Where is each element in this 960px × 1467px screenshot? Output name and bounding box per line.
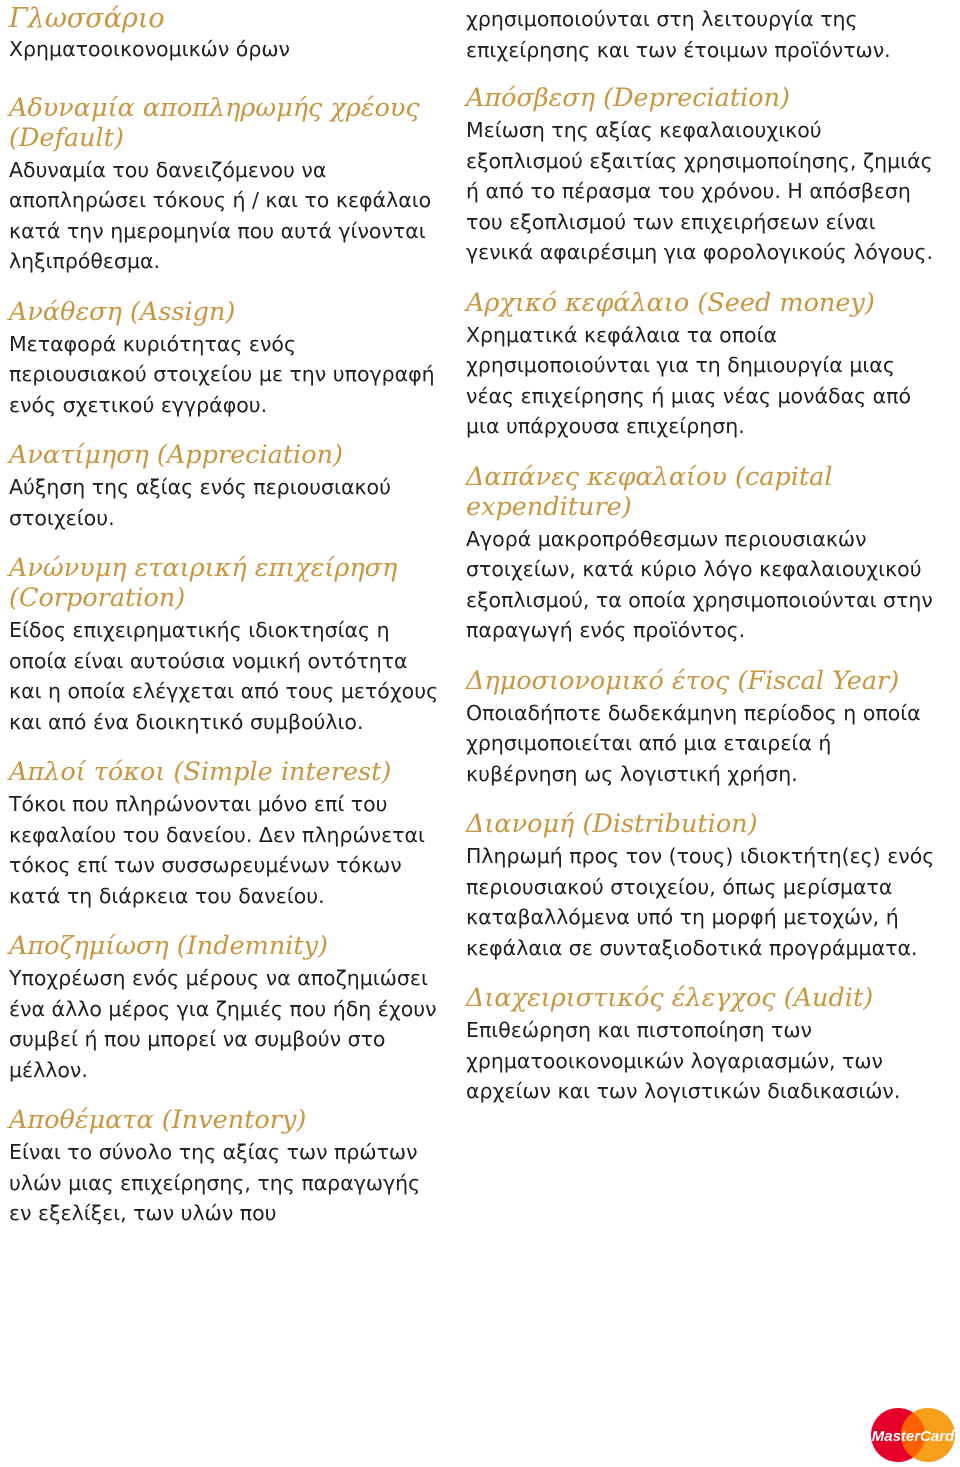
glossary-term: Ανατίμηση (Appreciation) [9, 440, 343, 470]
glossary-definition: Χρηματικά κεφάλαια τα οποία χρησιμοποιούνται για τη δημιουργία μιας νέας επιχείρησης ή μιας νέας μονάδας από μια υπάρχουσα επιχείρηση. [466, 322, 912, 438]
mastercard-logo [868, 1407, 958, 1463]
glossary-term: Ανάθεση (Assign) [9, 296, 236, 327]
logo-text: MasterCard [871, 1428, 955, 1445]
glossary-entry-capital-expenditure [466, 462, 936, 646]
left-column [9, 0, 439, 1229]
glossary-definition: Αύξηση της αξίας ενός περιουσιακού στοιχείου. [9, 475, 391, 530]
glossary-definition: Αδυναμία του δανειζόμενου να αποπληρώσει τόκους ή / και το κεφάλαιο κατά την ημερομηνία που αυτά γίνονται ληξιπρόθεσμα. [9, 157, 432, 273]
glossary-entry-seed-money [466, 288, 936, 442]
glossary-term: Διαχειριστικός έλεγχος (Audit) [466, 983, 874, 1013]
glossary-term: Αρχικό κεφάλαιο (Seed money) [466, 287, 875, 318]
glossary-definition: Υποχρέωση ενός μέρους να αποζημιώσει ένα άλλο μέρος για ζημιές που ήδη έχουν συμβεί ή που μπορεί να συμβούν στο μέλλον. [9, 966, 437, 1082]
glossary-definition: Οποιαδήποτε δωδεκάμηνη περίοδος η οποία χρησιμοποιείται από μια εταιρεία ή κυβέρνηση ως λογιστική χρήση. [466, 700, 921, 786]
page-title: Γλωσσάριο [9, 3, 165, 34]
glossary-entry-corporation [9, 553, 439, 737]
glossary-entry-default [9, 93, 439, 277]
right-column [466, 0, 936, 1107]
glossary-term: Διανομή (Distribution) [466, 809, 758, 839]
glossary-entry-indemnity [9, 931, 439, 1085]
glossary-definition: Αγορά μακροπρόθεσμων περιουσιακών στοιχείων, κατά κύριο λόγο κεφαλαιουχικού εξοπλισμού, τα οποία χρησιμοποιούνται στην παραγωγή ενός προϊόντος. [466, 526, 933, 642]
page-subtitle: Χρηματοοικονομικών όρων [9, 37, 290, 61]
glossary-term: Δημοσιονομικό έτος (Fiscal Year) [466, 665, 900, 696]
glossary-entry-fiscal-year [466, 666, 936, 790]
glossary-entry-inventory [9, 1105, 439, 1229]
glossary-entry-appreciation [9, 440, 439, 533]
glossary-definition: Μείωση της αξίας κεφαλαιουχικού εξοπλισμού εξαιτίας χρησιμοποίησης, ζημιάς ή από το πέρασμα του χρόνου. Η απόσβεση του εξοπλισμού των επιχειρήσεων είναι γενικά αφαιρέσιμη για φορολογικούς λόγους. [466, 118, 934, 264]
glossary-definition: Είδος επιχειρηματικής ιδιοκτησίας η οποία είναι αυτούσια νομική οντότητα και η οποία ελέγχεται από τους μετόχους και από ένα διοικητικό συμβούλιο. [9, 618, 439, 734]
glossary-entry-assign [9, 297, 439, 421]
glossary-definition: Είναι το σύνολο της αξίας των πρώτων υλών μιας επιχείρησης, της παραγωγής εν εξελίξει, των υλών που [9, 1140, 421, 1225]
glossary-term: Αποζημίωση (Indemnity) [9, 931, 328, 961]
glossary-term: Απλοί τόκοι (Simple interest) [9, 757, 392, 787]
glossary-definition: Επιθεώρηση και πιστοποίηση των χρηματοοικονομικών λογαριασμών, των αρχείων και των λογιστικών διαδικασιών. [466, 1018, 901, 1103]
glossary-entry-simple-interest [9, 757, 439, 911]
glossary-definition: Τόκοι που πληρώνονται μόνο επί του κεφαλαίου του δανείου. Δεν πληρώνεται τόκος επί των συσσωρευμένων τόκων κατά τη διάρκεια του δανείου. [9, 792, 425, 908]
glossary-entry-distribution [466, 809, 936, 963]
glossary-term: Αποθέματα (Inventory) [9, 1105, 307, 1135]
glossary-definition: Μεταφορά κυριότητας ενός περιουσιακού στοιχείου με την υπογραφή ενός σχετικού εγγράφου. [9, 331, 435, 417]
glossary-term: Απόσβεση (Depreciation) [466, 83, 791, 113]
glossary-term: Ανώνυμη εταιρική επιχείρηση (Corporation) [9, 553, 398, 613]
glossary-term: Δαπάνες κεφαλαίου (capital expenditure) [466, 461, 833, 522]
glossary-term: Αδυναμία αποπληρωμής χρέους (Default) [9, 92, 420, 153]
glossary-definition: Πληρωμή προς τον (τους) ιδιοκτήτη(ες) ενός περιουσιακού στοιχείου, όπως μερίσματα καταβαλλόμενα υπό τη μορφή μετοχών, ή κεφάλαια σε συνταξιοδοτικά προγράμματα. [466, 844, 935, 960]
glossary-entry-depreciation [466, 83, 936, 268]
glossary-entry-audit [466, 983, 936, 1107]
glossary-definition-continued: χρησιμοποιούνται στη λειτουργία της επιχείρησης και των έτοιμων προϊόντων. [466, 7, 891, 62]
